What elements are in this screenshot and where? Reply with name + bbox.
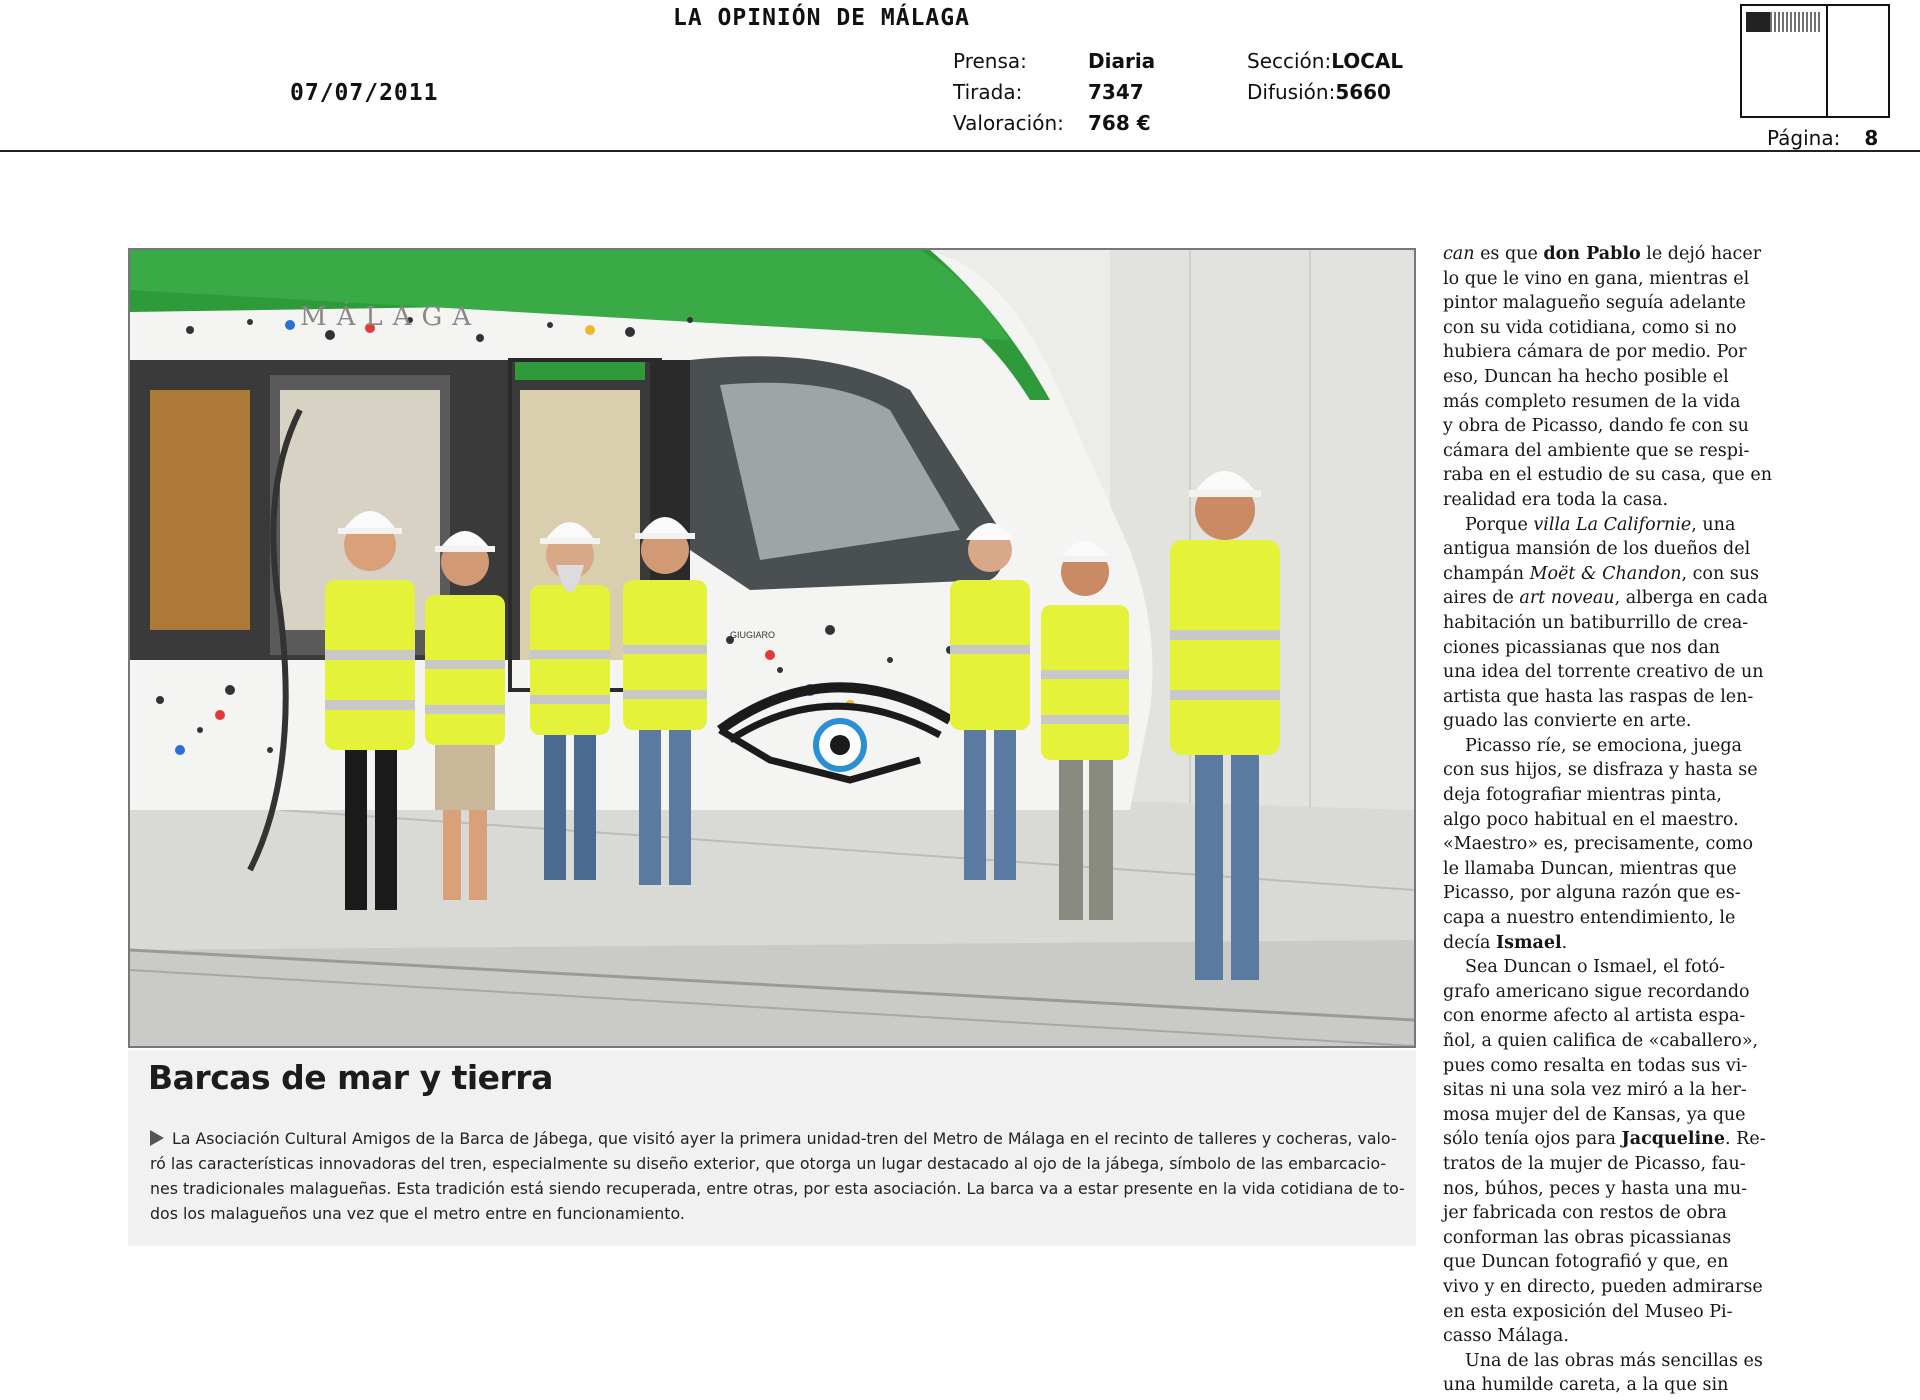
valoracion-value-wrap <box>1088 111 1151 135</box>
column-line: sólo tenía ojos para Jacqueline. Re- <box>1443 1129 1766 1150</box>
column-line: sitas ni una sola vez miró a la her- <box>1443 1080 1747 1101</box>
page-value: 8 <box>1864 126 1879 150</box>
valoracion-value: 768 € <box>1088 111 1151 135</box>
prensa-value: Diaria <box>1088 49 1156 73</box>
column-line: le llamaba Duncan, mientras que <box>1443 858 1737 879</box>
column-line: vivo y en directo, pueden admirarse <box>1443 1276 1763 1297</box>
column-line: nos, búhos, peces y hasta una mu- <box>1443 1178 1748 1199</box>
column-line: artista que hasta las raspas de len- <box>1443 686 1754 707</box>
prensa-label: Prensa: <box>953 49 1027 73</box>
column-line: cámara del ambiente que se respi- <box>1443 440 1750 461</box>
column-line: una idea del torrente creativo de un <box>1443 662 1764 683</box>
tirada-row <box>953 80 1022 104</box>
column-line: «Maestro» es, precisamente, como <box>1443 834 1754 855</box>
column-line: en esta exposición del Museo Pi- <box>1443 1301 1733 1322</box>
column-line: Picasso ríe, se emociona, juega <box>1465 735 1742 756</box>
tram-lettering: MÁLAGA <box>300 302 481 332</box>
column-line: guado las convierte en arte. <box>1443 711 1692 732</box>
column-line: can es que don Pablo le dejó hacer <box>1443 244 1762 264</box>
column-line: Una de las obras más sencillas es <box>1465 1350 1763 1371</box>
article-column <box>1443 242 1772 1398</box>
page-label: Página: <box>1767 126 1841 150</box>
tirada-value: 7347 <box>1088 80 1144 104</box>
seccion-row <box>1247 49 1403 73</box>
valoracion-row <box>953 111 1064 135</box>
column-line: Picasso, por alguna razón que es- <box>1443 883 1741 904</box>
column-line: decía Ismael. <box>1443 932 1568 953</box>
publication-date: 07/07/2011 <box>290 80 439 106</box>
column-line: antigua mansión de los dueños del <box>1443 539 1751 560</box>
publication-title: LA OPINIÓN DE MÁLAGA <box>673 5 970 31</box>
column-line: mosa mujer del de Kansas, ya que <box>1443 1104 1746 1125</box>
column-line: tratos de la mujer de Picasso, fau- <box>1443 1153 1746 1174</box>
column-line: habitación un batiburrillo de crea- <box>1443 612 1749 633</box>
column-line: raba en el estudio de su casa, que en <box>1443 465 1772 486</box>
column-line: Porque villa La Californie, una <box>1465 514 1736 535</box>
column-line: Sea Duncan o Ismael, el fotó- <box>1465 957 1726 978</box>
stamp-block-icon <box>1746 12 1770 32</box>
column-line: con sus hijos, se disfraza y hasta se <box>1443 760 1758 781</box>
column-line: algo poco habitual en el maestro. <box>1443 809 1739 830</box>
seccion-value: LOCAL <box>1331 49 1404 73</box>
column-line: ciones picassianas que nos dan <box>1443 637 1721 658</box>
column-line: casso Málaga. <box>1443 1326 1569 1347</box>
tram-photo <box>128 248 1416 1048</box>
header-divider <box>0 150 1920 152</box>
caption-text <box>150 1126 1405 1226</box>
tirada-value-wrap <box>1088 80 1144 104</box>
column-line: grafo americano sigue recordando <box>1443 981 1750 1002</box>
column-line: eso, Duncan ha hecho posible el <box>1443 366 1729 387</box>
caption-title: Barcas de mar y tierra <box>148 1058 553 1097</box>
seccion-label: Sección: <box>1247 49 1332 73</box>
caption-line: dos los malagueños una vez que el metro entre en funcionamiento. <box>150 1204 685 1223</box>
difusion-label: Difusión: <box>1247 80 1336 104</box>
column-line: capa a nuestro entendimiento, le <box>1443 908 1736 929</box>
tram-photo-illustration <box>130 250 1414 1046</box>
column-line: pues como resalta en todas sus vi- <box>1443 1055 1748 1076</box>
logo-inner-frame <box>1742 6 1828 118</box>
column-line: lo que le vino en gana, mientras el <box>1443 268 1750 289</box>
valoracion-label: Valoración: <box>953 111 1064 135</box>
column-line: con su vida cotidiana, como si no <box>1443 317 1737 338</box>
column-line: y obra de Picasso, dando fe con su <box>1443 416 1749 437</box>
door-brand: GIUGIARO <box>730 630 776 640</box>
page-number <box>1767 126 1878 150</box>
column-line: champán Moët & Chandon, con sus <box>1443 563 1760 584</box>
column-line: que Duncan fotografió y que, en <box>1443 1252 1729 1273</box>
tirada-label: Tirada: <box>953 80 1023 104</box>
column-line: una humilde careta, a la que sin <box>1443 1375 1729 1396</box>
triangle-bullet-icon <box>150 1130 164 1146</box>
column-line: jer fabricada con restos de obra <box>1443 1203 1727 1224</box>
column-line: más completo resumen de la vida <box>1443 391 1741 412</box>
difusion-value: 5660 <box>1335 80 1391 104</box>
column-line: realidad era toda la casa. <box>1443 489 1669 510</box>
caption-line: nes tradicionales malagueñas. Esta tradición está siendo recuperada, entre otras, por esta asociación. La barca va a estar presente en la vida cotidiana de to- <box>150 1179 1405 1198</box>
column-line: conforman las obras picassianas <box>1443 1227 1732 1248</box>
column-line: hubiera cámara de por medio. Por <box>1443 342 1747 363</box>
column-line: ñol, a quien califica de «caballero», <box>1443 1031 1759 1051</box>
column-line: aires de art noveau, alberga en cada <box>1443 588 1768 609</box>
prensa-row <box>953 49 1027 73</box>
logo-box <box>1740 4 1890 118</box>
difusion-row <box>1247 80 1391 104</box>
column-line: pintor malagueño seguía adelante <box>1443 293 1746 314</box>
column-line: con enorme afecto al artista espa- <box>1443 1006 1746 1027</box>
caption-line: ró las características innovadoras del tren, especialmente su diseño exterior, que otorga un lugar destacado al ojo de la jábega, símbolo de las embarcacio- <box>150 1154 1387 1173</box>
column-line: deja fotografiar mientras pinta, <box>1443 785 1722 806</box>
prensa-value-wrap <box>1088 49 1155 73</box>
caption-line: La Asociación Cultural Amigos de la Barca de Jábega, que visitó ayer la primera unidad-tren del Metro de Málaga en el recinto de talleres y cocheras, valo- <box>150 1126 1290 1151</box>
